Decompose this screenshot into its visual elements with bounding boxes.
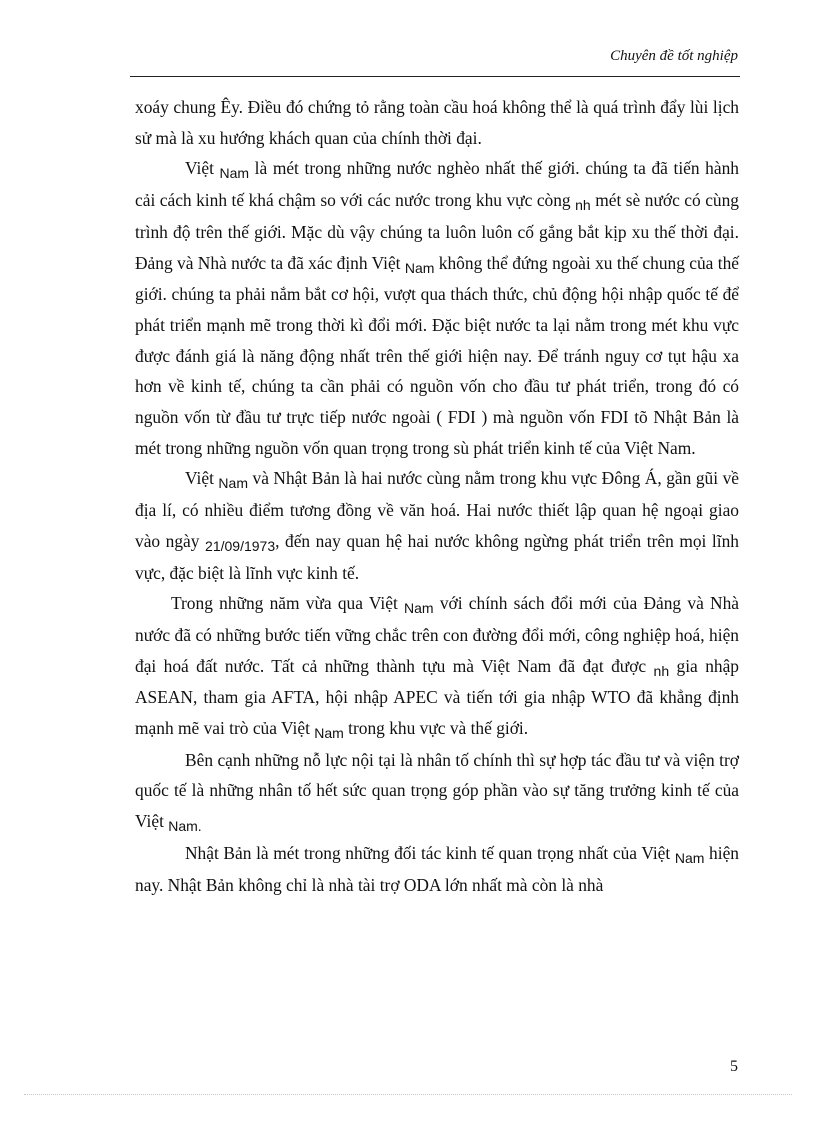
text-run: xoáy chung Êy. Điều đó chứng tỏ rằng toàn cầu hoá không thể là quá trình đẩy lùi lịch sử mà là xu hướng khách quan của chính thời đại. [135, 97, 739, 148]
page-header-title: Chuyên đề tốt nghiệp [610, 48, 738, 64]
text-run: Việt [185, 468, 219, 489]
text-run: Bên cạnh những nỗ lực nội tại là nhân tố chính thì sự hợp tác đầu tư và viện trợ quốc tế là những nhân tố hết sức quan trọng góp phần vào sự tăng trưởng kinh tế của Việt [135, 749, 739, 832]
paragraph-6 [135, 838, 739, 900]
text-run-sans: nh [575, 197, 591, 214]
page-number: 5 [730, 1058, 738, 1075]
document-body [135, 92, 739, 900]
text-run-sans: nh [653, 662, 670, 679]
paragraph-5 [135, 745, 739, 838]
text-run-sans: Nam. [168, 818, 202, 835]
paragraph-1 [135, 92, 739, 153]
text-run-sans: Nam [314, 725, 344, 742]
text-run: với chính sách đổi mới của Đảng và Nhà nước đã có những bước tiến vững chắc trên con đường đổi mới, công nghiệp hoá, hiện đại hoá đất nước. Tất cả những thành tựu mà Việt Nam đã đạt được [135, 593, 740, 676]
text-run: mét sè nước có cùng trình độ trên thế giới. Mặc dù vậy chúng ta luôn luôn cố gắng bắt kịp xu thế thời đại. Đảng và Nhà nước ta đã xác định Việt [135, 190, 740, 273]
text-run: Nhật Bản là mét trong những đối tác kinh tế quan trọng nhất của Việt [185, 842, 675, 863]
text-run: , đến nay quan hệ hai nước không ngừng phát triển trên mọi lĩnh vực, đặc biệt là lĩnh vực kinh tế. [135, 530, 739, 583]
footer-divider [24, 1094, 792, 1095]
date-text: 21/09/1973 [205, 537, 276, 554]
text-run-sans: Nam [674, 849, 705, 866]
text-run: là mét trong những nước nghèo nhất thế giới. chúng ta đã tiến hành cải cách kinh tế khá chậm so với các nước trong khu vực còng [135, 158, 739, 211]
paragraph-3 [135, 463, 739, 588]
text-run-sans: Nam [404, 259, 435, 276]
text-run: gia nhập ASEAN, tham gia AFTA, hội nhập APEC và tiến tới gia nhập WTO đã khẳng định mạnh mẽ vai trò của Việt [135, 655, 739, 739]
header-divider [130, 76, 740, 77]
paragraph-2 [135, 153, 739, 463]
text-run: không thể đứng ngoài xu thế chung của thế giới. chúng ta phải nắm bắt cơ hội, vượt qua thách thức, chủ động hội nhập quốc tế để phát triển mạnh mẽ trong thời kì đổi mới. Đặc biệt nước ta lại nằm trong mét khu vực được đánh giá là năng động nhất trên thế giới hiện nay. Để tránh nguy cơ tụt hậu xa hơn về kinh tế, chúng ta cần phải có nguồn vốn cho đầu tư phát triển, trong đó có nguồn vốn từ đầu tư trực tiếp nước ngoài ( FDI ) mà nguồn vốn FDI tõ Nhật Bản là mét trong những nguồn vốn quan trọng trong sù phát triển kinh tế của Việt Nam. [135, 252, 739, 458]
text-run: Trong những năm vừa qua Việt [171, 593, 405, 614]
text-run: và Nhật Bản là hai nước cùng nằm trong khu vực Đông Á, gần gũi về địa lí, có nhiều điểm tương đồng về văn hoá. Hai nước thiết lập quan hệ ngoại giao vào ngày [135, 468, 739, 551]
text-run: Việt [185, 158, 220, 179]
text-run: hiện nay. Nhật Bản không chỉ là nhà tài trợ ODA lớn nhất mà còn là nhà [135, 842, 739, 895]
text-run: trong khu vực và thế giới. [343, 718, 529, 739]
text-run-sans: Nam [218, 475, 248, 492]
paragraph-4 [135, 588, 739, 745]
text-run-sans: Nam [219, 165, 250, 182]
text-run-sans: Nam [404, 600, 434, 617]
